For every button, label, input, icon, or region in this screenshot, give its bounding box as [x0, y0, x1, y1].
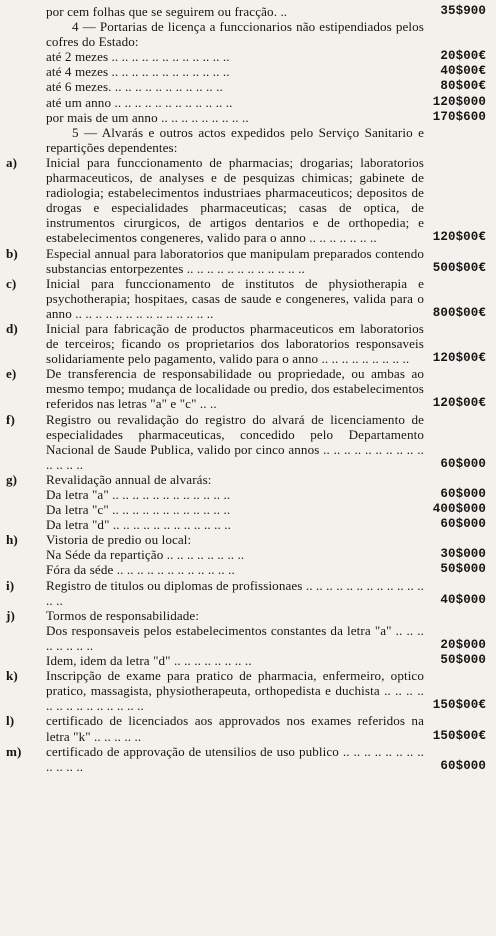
fee-row: [6, 95, 486, 110]
item-label: c): [6, 275, 17, 291]
item-value: 120$00€: [432, 351, 486, 366]
item-text: De transferencia de responsabilidade ou propriedade, ou ambas ao mesmo tempo; mudança de localidade ou predio, dos estabelecimentos referidos nas letras "a" e "c" .. ..: [46, 366, 424, 412]
item-value: 40$00€: [440, 64, 486, 79]
item-value: 35$900: [440, 4, 486, 18]
item-value: 50$000: [440, 653, 486, 668]
fee-row: [6, 412, 486, 472]
item-text: 4 — Portarias de licença a funccionarios não estipendiados pelos cofres do Estado:: [46, 19, 424, 50]
item-text: 5 — Alvarás e outros actos expedidos pelo Serviço Sanitario e repartições dependentes:: [46, 124, 424, 155]
item-label: a): [6, 154, 18, 170]
item-label: j): [6, 607, 15, 623]
fee-row: [6, 79, 486, 94]
item-label: i): [6, 577, 15, 593]
fee-row: [6, 487, 486, 502]
item-text: Idem, idem da letra "d" .. .. .. .. .. .. .. ..: [46, 653, 252, 669]
item-text: Revalidação annual de alvarás:: [46, 471, 212, 487]
fee-row: [6, 246, 486, 276]
fee-row: [6, 562, 486, 577]
item-value: 30$000: [440, 547, 486, 562]
item-text: Da letra "d" .. .. .. .. .. .. .. .. .. .. .. ..: [46, 517, 231, 533]
item-text: certificado de approvação de utensilios de uso publico .. .. .. .. .. .. .. .. .. .. .. ..: [46, 743, 424, 774]
fee-row: [6, 4, 486, 19]
item-text: Inicial para fabricação de productos pharmaceuticos em laboratorios de terceiros; ficando os proprietarios dos laboratorios responsaveis solidariamente pelo pagamento, valido para o anno .. .. .. .. .. .. .. .. ..: [46, 320, 424, 367]
item-value: 150$00€: [432, 698, 486, 713]
item-label: f): [6, 411, 15, 427]
item-value: 60$000: [440, 758, 486, 773]
item-value: 170$600: [432, 109, 486, 124]
item-label: e): [6, 366, 17, 382]
section-heading: [6, 125, 486, 155]
fee-row: [6, 653, 486, 668]
fee-row: [6, 155, 486, 246]
item-text: Especial annual para laboratorios que manipulam preparados contendo substancias entorpezentes .. .. .. .. .. .. .. .. .. .. .. ..: [46, 245, 424, 276]
item-text: até 6 mezes. .. .. .. .. .. .. .. .. .. .. ..: [46, 79, 223, 95]
item-label: h): [6, 532, 18, 548]
section-heading: [6, 532, 486, 547]
item-value: 20$00€: [440, 49, 486, 64]
item-label: m): [6, 743, 22, 759]
item-text: Inicial para funccionamento de institutos de physiotherapia e psychotherapia; hospitaes, casas de saude e congeneres, valida para o anno .. .. .. .. .. .. .. .. .. .. .. .. .. ..: [46, 275, 424, 321]
item-value: 60$000: [440, 456, 486, 471]
item-value: 500$00€: [432, 260, 486, 275]
item-text: Tormos de responsabilidade:: [46, 607, 200, 623]
item-text: certificado de licenciados aos approvados nos exames referidos na letra "k" .. .. .. .. ..: [46, 713, 424, 744]
item-text: Dos responsaveis pelos estabelecimentos constantes da letra "a" .. .. .. .. .. .. .. ..: [46, 622, 424, 653]
fee-row: [6, 366, 486, 411]
fee-row: [6, 49, 486, 64]
item-text: por cem folhas que se seguirem ou fracção. ..: [46, 4, 288, 19]
fee-row: [6, 668, 486, 713]
fee-row: [6, 713, 486, 743]
fee-row: [6, 110, 486, 125]
item-text: Registro de titulos ou diplomas de profissionaes .. .. .. .. .. .. .. .. .. .. .. .. .. ..: [46, 577, 424, 608]
item-value: 80$00€: [440, 79, 486, 94]
item-label: l): [6, 713, 15, 729]
item-label: d): [6, 320, 18, 336]
item-label: b): [6, 245, 18, 261]
item-text: Inicial para funccionamento de pharmacias; drogarias; laboratorios pharmaceuticos, de analyses e de pesquizas chimicas; gabinete de radiologia; estabelecimentos industriaes pharmaceuticos; depositos de drogas e especialidades pharmaceuticas; casas de optica, de instrumentos cirurgicos, de artigos dentarios e de orthopedia; e estabelecimentos congeneres, valido para o anno .. .. .. .. .. .. ..: [46, 154, 424, 246]
item-text: Vistoria de predio ou local:: [46, 532, 192, 548]
item-text: até 4 mezes .. .. .. .. .. .. .. .. .. .. .. ..: [46, 64, 230, 80]
fee-row: [6, 623, 486, 653]
item-text: Da letra "a" .. .. .. .. .. .. .. .. .. .. .. ..: [46, 487, 231, 502]
item-value: 40$000: [440, 592, 486, 607]
item-text: Fóra da séde .. .. .. .. .. .. .. .. .. .. .. ..: [46, 562, 235, 578]
section-heading: [6, 608, 486, 623]
fee-row: [6, 578, 486, 608]
fee-row: [6, 517, 486, 532]
item-label: g): [6, 471, 18, 487]
item-value: 60$000: [440, 517, 486, 532]
section-heading: [6, 19, 486, 49]
item-text: por mais de um anno .. .. .. .. .. .. .. .. ..: [46, 109, 249, 125]
fee-row: [6, 276, 486, 321]
item-text: Inscripção de exame para pratico de pharmacia, enfermeiro, optico pratico, massagista, physiotherapeuta, orthopedista e duchista .. .. .. .. .. .. .. .. .. .. .. .. .. ..: [46, 668, 424, 714]
item-value: 150$00€: [432, 728, 486, 743]
item-label: k): [6, 668, 18, 684]
item-value: 120$00€: [432, 396, 486, 411]
item-value: 120$000: [432, 94, 486, 109]
item-text: Da letra "c" .. .. .. .. .. .. .. .. .. .. .. ..: [46, 502, 231, 518]
fee-row: [6, 64, 486, 79]
fee-row: [6, 744, 486, 774]
item-value: 400$000: [432, 502, 486, 517]
fee-row: [6, 321, 486, 366]
item-value: 120$00€: [432, 230, 486, 245]
section-heading: [6, 472, 486, 487]
item-value: 50$000: [440, 562, 486, 577]
fee-row: [6, 547, 486, 562]
item-text: Registro ou revalidação do registro do alvará de licenciamento de especialidades pharmaceuticas, concedido pelo Departamento Nacional de Saude Publica, valido por cinco annos .. .. .. .. .. .. .. .. .. .. .. .. .. ..: [46, 411, 424, 472]
item-text: Na Séde da repartição .. .. .. .. .. .. .. ..: [46, 547, 245, 563]
item-value: 800$00€: [432, 305, 486, 320]
item-value: 20$000: [440, 637, 486, 652]
item-value: 60$000: [440, 487, 486, 501]
fee-row: [6, 502, 486, 517]
item-text: até 2 mezes .. .. .. .. .. .. .. .. .. .. .. ..: [46, 49, 230, 65]
item-text: até um anno .. .. .. .. .. .. .. .. .. .. .. ..: [46, 94, 233, 110]
